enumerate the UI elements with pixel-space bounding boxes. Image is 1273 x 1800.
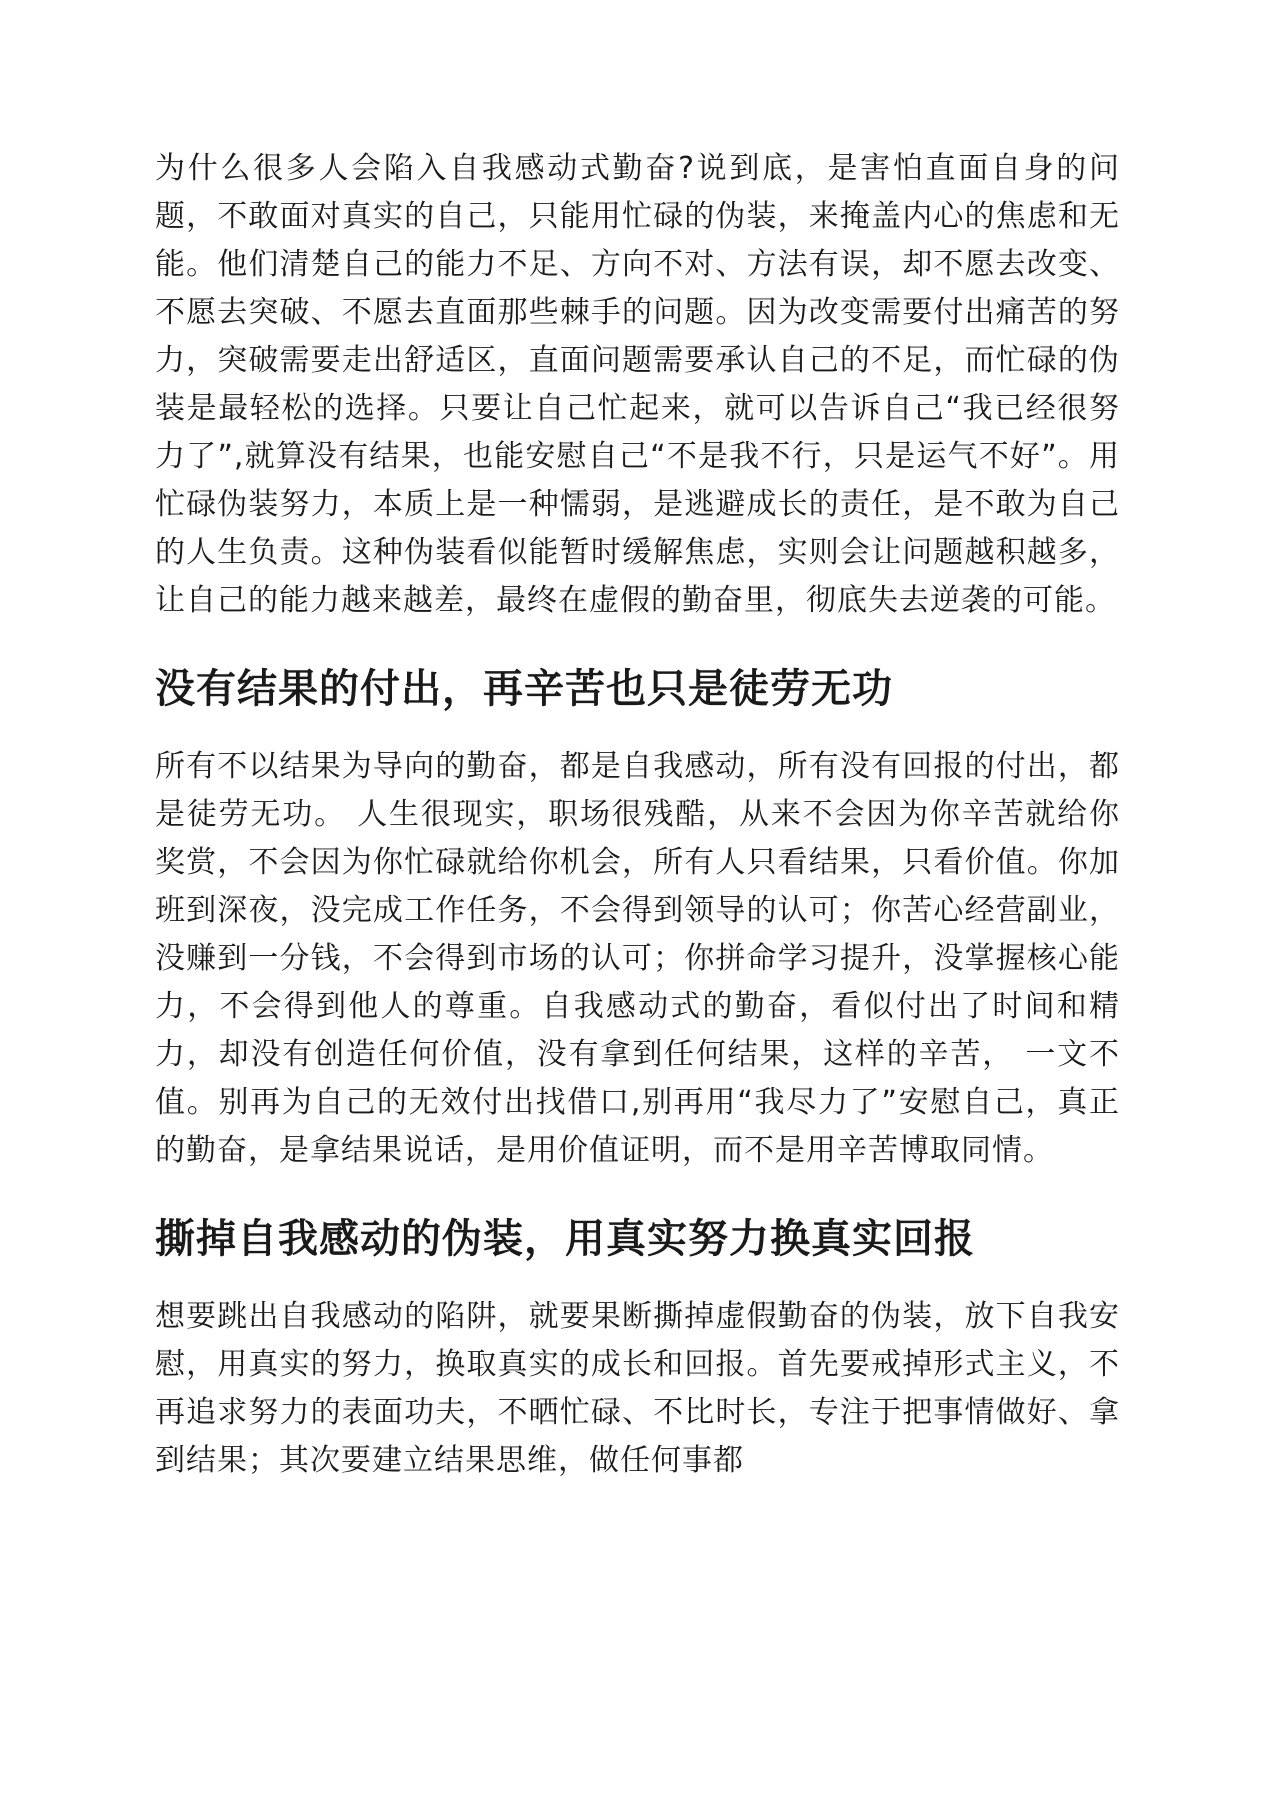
section-heading-1: 没有结果的付出，再辛苦也只是徒劳无功	[155, 666, 893, 712]
body-paragraph-3: 想要跳出自我感动的陷阱，就要果断撕掉虚假勤奋的伪装，放下自我安慰，用真实的努力，换取真实的成长和回报。首先要戒掉形式主义，不再追求努力的表面功夫，不晒忙碌、不比时长，专注于把事情做好、拿到结果；其次要建立结果思维，做任何事都	[155, 1299, 1120, 1478]
document-page	[155, 145, 1120, 1485]
section-heading-2: 撕掉自我感动的伪装，用真实努力换真实回报	[155, 1216, 975, 1262]
body-paragraph-1: 为什么很多人会陷入自我感动式勤奋?说到底，是害怕直面自身的问题，不敢面对真实的自己，只能用忙碌的伪装，来掩盖内心的焦虑和无能。他们清楚自己的能力不足、方向不对、方法有误，却不愿去改变、不愿去突破、不愿去直面那些棘手的问题。因为改变需要付出痛苦的努力，突破需要走出舒适区，直面问题需要承认自己的不足，而忙碌的伪装是最轻松的选择。只要让自己忙起来，就可以告诉自己“我已经很努力了”,就算没有结果，也能安慰自己“不是我不行，只是运气不好”。用忙碌伪装努力，本质上是一种懦弱，是逃避成长的责任，是不敢为自己的人生负责。这种伪装看似能暂时缓解焦虑，实则会让问题越积越多，让自己的能力越来越差，最终在虚假的勤奋里，彻底失去逆袭的可能。	[155, 151, 1120, 618]
body-paragraph-2: 所有不以结果为导向的勤奋，都是自我感动，所有没有回报的付出，都是徒劳无功。 人生很现实，职场很残酷，从来不会因为你辛苦就给你奖赏，不会因为你忙碌就给你机会，所有人只看结果，只看价值。你加班到深夜，没完成工作任务，不会得到领导的认可；你苦心经营副业，没赚到一分钱，不会得到市场的认可；你拼命学习提升，没掌握核心能力，不会得到他人的尊重。自我感动式的勤奋，看似付出了时间和精力，却没有创造任何价值，没有拿到任何结果，这样的辛苦， 一文不值。别再为自己的无效付出找借口,别再用“我尽力了”安慰自己，真正的勤奋，是拿结果说话，是用价值证明，而不是用辛苦博取同情。	[155, 749, 1120, 1168]
